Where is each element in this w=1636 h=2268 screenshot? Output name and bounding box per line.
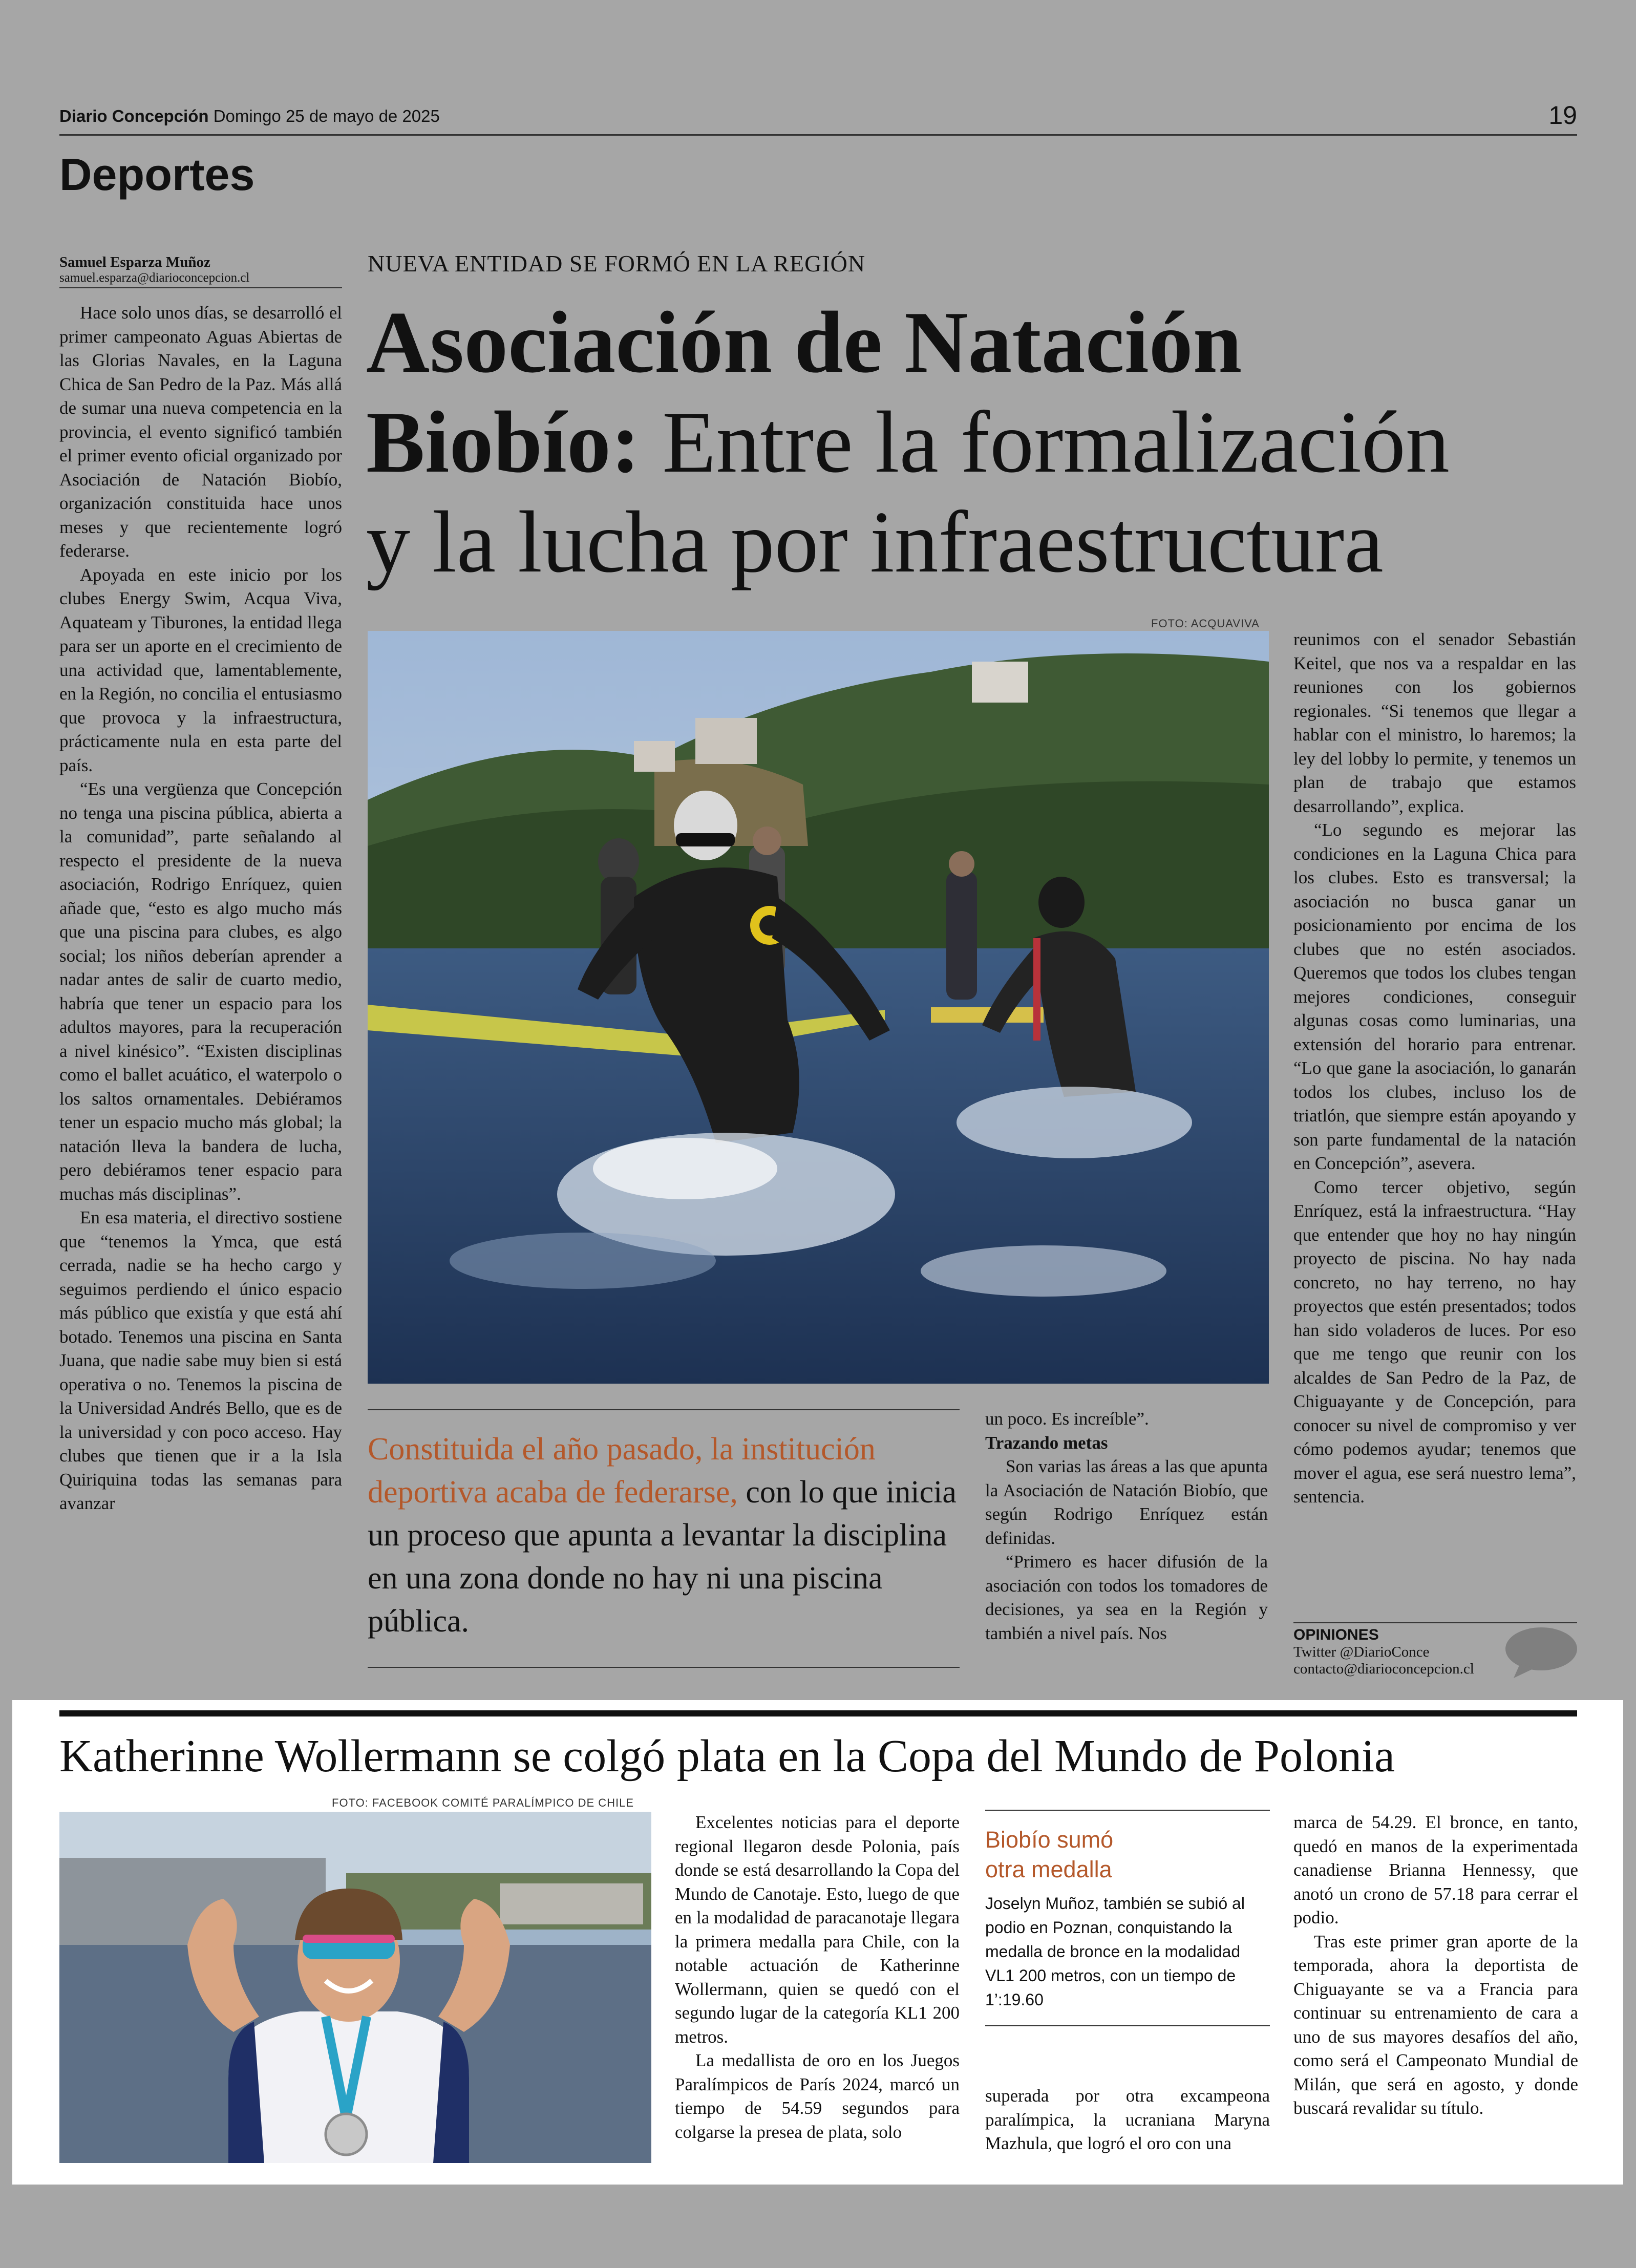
page-number: 19 (1548, 101, 1577, 130)
sidebar-top-rule (985, 1810, 1270, 1811)
article-paragraph: reunimos con el senador Sebastián Keitel, que nos va a respaldar en las reuniones con los gobiernos regionales. “Si tenemos que llegar a hablar con el ministro, lo haremos; la ley del lobby lo permite, y tenemos un plan de trabajo que estamos desarrollando”, explica. (1293, 629, 1576, 816)
subhead-trazando-metas: Trazando metas (985, 1432, 1108, 1453)
speech-bubble-icon (1504, 1626, 1579, 1680)
byline-rule (59, 287, 342, 288)
article-paragraph: “Lo segundo es mejorar las condiciones en la Laguna Chica para los clubes. Esto es transversal; la asociación no busca ganar un posicionamiento por encima de los clubes que no estén asociados. Queremos que todos los clubes tengan mejores condiciones, conseguir algunas cosas como luminarias, una extensión del horario para entrenar. “Lo que gane la asociación, lo ganarán todos los clubes, incluso los de triatlón, que siempre están apoyando y son parte fundamental de la natación en Concepción”, asevera. (1293, 820, 1576, 1173)
brief-paragraph: marca de 54.29. El bronce, en tanto, quedó en manos de la experimentada canadiense Brianna Hennessy, que anotó un crono de 57.18 para cerrar el podio. (1293, 1812, 1578, 1927)
headline-bold-2: Biobío: (366, 394, 641, 491)
pullquote-top-rule (368, 1409, 960, 1410)
pullquote-highlight: Constituida el año pasado, la institución deportiva acaba de federarse, (368, 1432, 876, 1510)
sidebar-title (985, 1825, 1270, 1884)
issue-date: Domingo 25 de mayo de 2025 (213, 107, 440, 125)
headline-regular-2: Entre la formalización (640, 394, 1450, 491)
brief-top-rule (59, 1710, 1577, 1716)
brief-headline: Katherinne Wollermann se colgó plata en la Copa del Mundo de Polonia (59, 1731, 1395, 1782)
article-paragraph: “Es una vergüenza que Concepción no tenga una piscina pública, abierta a la comunidad”, parte señalando al respecto el presidente de la nueva asociación, Rodrigo Enríquez, quien añade que, “esto es algo mucho más que una piscina para clubes, es algo social; los niños deberían aprender a nadar antes de salir de cuarto medio, habría que tener un espacio para los adultos mayores, para la recuperación a nivel kinésico”. “Existen disciplinas como el ballet acuático, el waterpolo o los saltos ornamentales. Debiéramos tener un espacio mucho más global; la natación lleva la bandera de lucha, pero debiéramos tener espacio para muchas más disciplinas”. (59, 779, 342, 1204)
section-title: Deportes (59, 149, 255, 200)
sidebar-text: Joselyn Muñoz, también se subió al podio en Poznan, conquistando la medalla de bronce en la modalidad VL1 200 metros, con un tiempo de 1’:19.60 (985, 1894, 1245, 2009)
article-paragraph: Hace solo unos días, se desarrolló el primer campeonato Aguas Abiertas de las Glorias Navales, en la Laguna Chica de San Pedro de la Paz. Más allá de sumar una nueva competencia en la provincia, el evento significó también el primer evento oficial organizado por Asociación de Natación Biobío, organización constituida hace unos meses y que recientemente logró federarse. (59, 303, 342, 561)
byline (59, 254, 342, 288)
article-paragraph: En esa materia, el directivo sostiene que “tenemos la Ymca, que está cerrada, nadie se ha hecho cargo y seguimos perdiendo el único espacio más público que existía y que está ahí botado. Tenemos una piscina en Santa Juana, que nadie sabe muy bien si está operativa o no. Tenemos la piscina de la Universidad Andrés Bello, que es de la universidad y con poco acceso. Hay clubes que tienen que ir a la Isla Quiriquina todas las semanas para avanzar (59, 1207, 342, 1513)
opiniones-rule (1293, 1622, 1577, 1623)
brief-paragraph: La medallista de oro en los Juegos Paralímpicos de París 2024, marcó un tiempo de 54.59 segundos para colgarse la presea de plata, solo (675, 2050, 960, 2142)
opiniones-email[interactable]: contacto@diarioconcepcion.cl (1293, 1661, 1474, 1677)
brief-sidebar (985, 1810, 1270, 2026)
sidebar-bottom-rule (985, 2025, 1270, 2026)
brief-photo-credit: FOTO: FACEBOOK COMITÉ PARALÍMPICO DE CHILE (332, 1796, 634, 1809)
brief-column-2 (985, 2084, 1270, 2156)
byline-name: Samuel Esparza Muñoz (59, 254, 210, 270)
swimmers-photo-svg (368, 631, 1269, 1384)
article-paragraph: Son varias las áreas a las que apunta la Asociación de Natación Biobío, que según Rodrigo Enríquez están definidas. (985, 1456, 1268, 1548)
paper-name: Diario Concepción (59, 107, 209, 125)
article-paragraph: Apoyada en este inicio por los clubes Energy Swim, Acqua Viva, Aquateam y Tiburones, la entidad llega para ser un aporte en el crecimiento de una actividad que, lamentablemente, en la Región, no concilia el entusiasmo que provoca y la infraestructura, prácticamente nula en esta parte del país. (59, 564, 342, 775)
brief-column-3 (1293, 1811, 1578, 2121)
sidebar-title-1: Biobío sumó (985, 1827, 1114, 1853)
pullquote-bottom-rule (368, 1667, 960, 1668)
brief-paragraph: Excelentes noticias para el deporte regional llegaron desde Polonia, país donde se está desarrollando la Copa del Mundo de Canotaje. Esto, luego de que en la modalidad de paracanotaje llegara la primera medalla para Chile, con la notable actuación de Katherinne Wollermann, quien se quedó con el segundo lugar de la categoría KL1 200 metros. (675, 1812, 960, 2047)
kicker: NUEVA ENTIDAD SE FORMÓ EN LA REGIÓN (368, 250, 866, 277)
article-column-4 (1293, 628, 1576, 1509)
athlete-photo-svg (59, 1812, 651, 2163)
brief-paragraph: Tras este primer gran aporte de la temporada, ahora la deportista de Chiguayante se va a Francia para continuar su entrenamiento de cara a uno de sus mayores desafíos del año, como será el Campeonato Mundial de Milán, que será en agosto, y donde buscará revalidar su título. (1293, 1931, 1578, 2118)
article-paragraph: “Primero es hacer difusión de la asociación con todos los tomadores de decisiones, ya sea en la Región y también a nivel país. Nos (985, 1552, 1268, 1643)
brief-paragraph: superada por otra excampeona paralímpica, la ucraniana Maryna Mazhula, que logró el oro con una (985, 2086, 1270, 2153)
article-column-1 (59, 301, 342, 1684)
article-paragraph: un poco. Es increíble”. (985, 1409, 1149, 1429)
brief-column-1 (675, 1811, 960, 2144)
sidebar-title-2: otra medalla (985, 1856, 1112, 1882)
headline-regular-3: y la lucha por infraestructura (366, 494, 1384, 591)
masthead (59, 107, 440, 126)
photo-credit: FOTO: ACQUAVIVA (1151, 617, 1260, 630)
pullquote-text: con lo que inicia un proceso que apunta a levantar la disciplina en una zona donde no hay ni una piscina pública. (368, 1475, 957, 1639)
byline-email: samuel.esparza@diarioconcepcion.cl (59, 271, 250, 285)
brief-photo (59, 1812, 651, 2163)
opiniones-twitter[interactable]: Twitter @DiarioConce (1293, 1644, 1430, 1660)
article-column-3 (985, 1407, 1268, 1645)
header-rule (59, 134, 1577, 136)
main-photo (368, 631, 1269, 1384)
pullquote (368, 1428, 960, 1643)
article-paragraph: Como tercer objetivo, según Enríquez, está la infraestructura. “Hay que entender que hoy no hay ningún proyecto de piscina. No hay nada concreto, no hay terreno, no hay proyectos que estén presentados; todos han sido voladeros de luces. Por eso que me tengo que reunir con los alcaldes de San Pedro de la Paz, de Chiguayante y de Concepción, para conocer su nivel de compromiso y ver cómo podemos ayudar; tenemos que mover el agua, ese será nuestro lema”, sentencia. (1293, 1177, 1576, 1507)
opiniones-title: OPINIONES (1293, 1626, 1379, 1643)
headline (366, 293, 1575, 592)
headline-bold-1: Asociación de Natación (366, 294, 1242, 391)
